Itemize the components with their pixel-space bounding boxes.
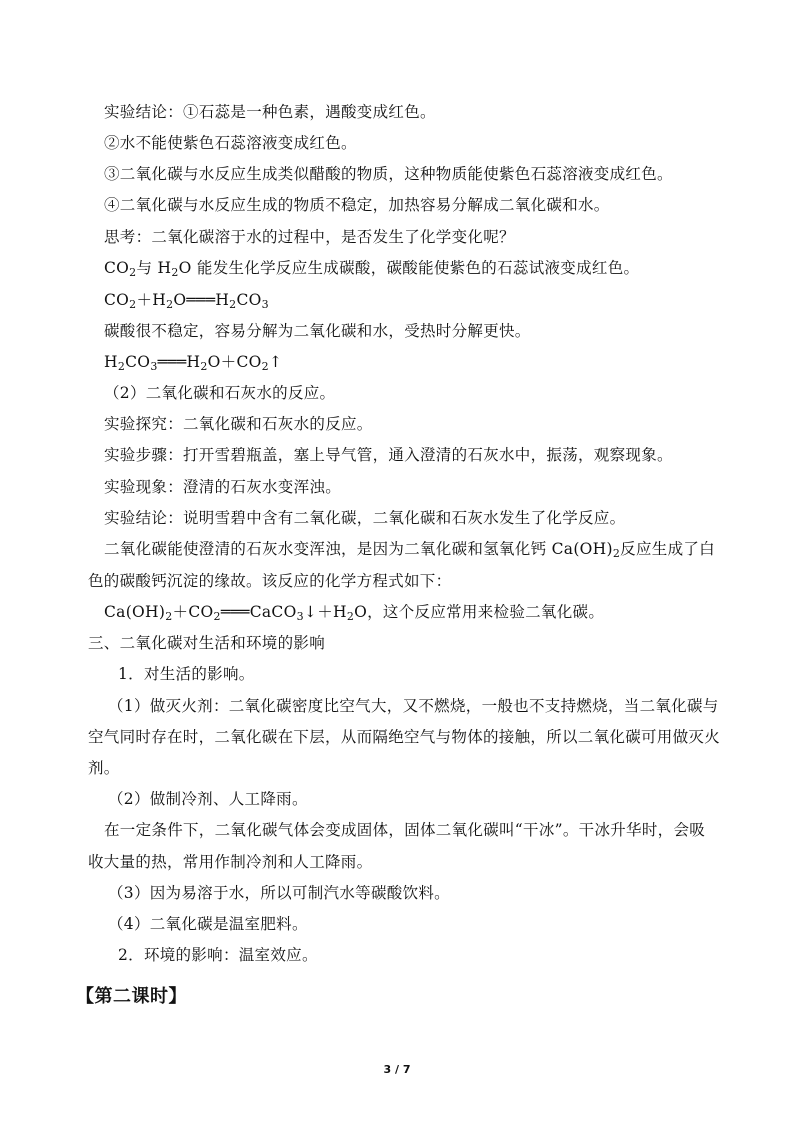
- text-segment: ↑: [268, 353, 283, 371]
- text-line: （4）二氧化碳是温室肥料。: [108, 915, 308, 933]
- text-line: （1）做灭火剂：二氧化碳密度比空气大，又不燃烧，一般也不支持燃烧，当二氧化碳与: [108, 697, 719, 715]
- text-line: 收大量的热，常用作制冷剂和人工降雨。: [88, 853, 373, 871]
- subscript: 2: [200, 360, 208, 373]
- page-number: 3 / 7: [383, 1063, 411, 1076]
- text-segment: ↓＋H: [303, 603, 347, 621]
- text-line: 1．对生活的影响。: [118, 665, 255, 683]
- text-line: ③二氧化碳与水反应生成类似醋酸的物质，这种物质能使紫色石蕊溶液变成红色。: [104, 165, 673, 183]
- text-line: [104, 539, 715, 559]
- text-segment: CO: [236, 291, 262, 309]
- text-line: 实验探究：二氧化碳和石灰水的反应。: [104, 415, 373, 433]
- chemical-equation: [104, 290, 269, 310]
- text-line: 碳酸很不稳定，容易分解为二氧化碳和水，受热时分解更快。: [104, 322, 531, 340]
- text-segment: H: [104, 353, 118, 371]
- text-segment: O═══H: [173, 291, 230, 309]
- text-line: （3）因为易溶于水，所以可制汽水等碳酸饮料。: [108, 884, 450, 902]
- text-segment: 二氧化碳能使澄清的石灰水变浑浊，是因为二氧化碳和氢氧化钙 Ca(OH): [104, 540, 613, 558]
- text-line: 思考：二氧化碳溶于水的过程中，是否发生了化学变化呢？: [104, 228, 515, 246]
- subscript: 2: [129, 266, 137, 279]
- subscript: 2: [165, 610, 173, 623]
- text-segment: CO: [104, 291, 130, 309]
- text-segment: ═══H: [157, 353, 201, 371]
- chemical-equation: [104, 602, 604, 622]
- text-segment: ＋H: [136, 291, 167, 309]
- section-heading: 三、二氧化碳对生活和环境的影响: [88, 634, 326, 652]
- subscript: 2: [346, 610, 355, 623]
- subscript: 2: [612, 547, 621, 560]
- subscript: 2: [229, 298, 237, 311]
- text-line: 剂。: [88, 759, 120, 777]
- text-segment: ═══CaCO: [220, 603, 297, 621]
- text-segment: Ca(OH): [104, 603, 166, 621]
- text-segment: O＋CO: [207, 353, 262, 371]
- text-line: ④二氧化碳与水反应生成的物质不稳定，加热容易分解成二氧化碳和水。: [104, 196, 610, 214]
- text-segment: ＋CO: [172, 603, 214, 621]
- text-line: 2．环境的影响：温室效应。: [118, 946, 318, 964]
- lesson-heading: 【第二课时】: [76, 986, 187, 1007]
- text-segment: CO: [104, 259, 130, 277]
- text-line: 实验步骤：打开雪碧瓶盖，塞上导气管，通入澄清的石灰水中，振荡，观察现象。: [104, 446, 673, 464]
- text-line: [104, 258, 639, 278]
- text-line: 空气同时存在时，二氧化碳在下层，从而隔绝空气与物体的接触，所以二氧化碳可用做灭火: [88, 728, 721, 746]
- text-segment: 反应生成了白: [620, 540, 715, 558]
- text-line: 在一定条件下，二氧化碳气体会变成固体，固体二氧化碳叫“干冰”。干冰升华时，会吸: [104, 821, 706, 839]
- subscript: 2: [261, 360, 269, 373]
- chemical-equation: [104, 352, 282, 372]
- text-line: 实验现象：澄清的石灰水变浑浊。: [104, 478, 342, 496]
- subscript: 2: [213, 610, 221, 623]
- subscript: 3: [150, 360, 158, 373]
- text-segment: O 能发生化学反应生成碳酸，碳酸能使紫色的石蕊试液变成红色。: [178, 259, 640, 277]
- text-line: （2）二氧化碳和石灰水的反应。: [104, 384, 336, 402]
- text-line: （2）做制冷剂、人工降雨。: [108, 790, 308, 808]
- text-segment: 与 H: [136, 259, 172, 277]
- text-line: 色的碳酸钙沉淀的缘故。该反应的化学方程式如下：: [88, 572, 452, 590]
- subscript: 2: [171, 266, 179, 279]
- text-line: 实验结论：说明雪碧中含有二氧化碳，二氧化碳和石灰水发生了化学反应。: [104, 509, 626, 527]
- subscript: 2: [166, 298, 174, 311]
- text-segment: CO: [125, 353, 151, 371]
- text-line: ②水不能使紫色石蕊溶液变成红色。: [104, 134, 357, 152]
- subscript: 2: [129, 298, 137, 311]
- subscript: 3: [296, 610, 304, 623]
- subscript: 3: [261, 298, 269, 311]
- subscript: 2: [117, 360, 126, 373]
- text-line: 实验结论：①石蕊是一种色素，遇酸变成红色。: [104, 103, 436, 121]
- text-segment: O，这个反应常用来检验二氧化碳。: [354, 603, 605, 621]
